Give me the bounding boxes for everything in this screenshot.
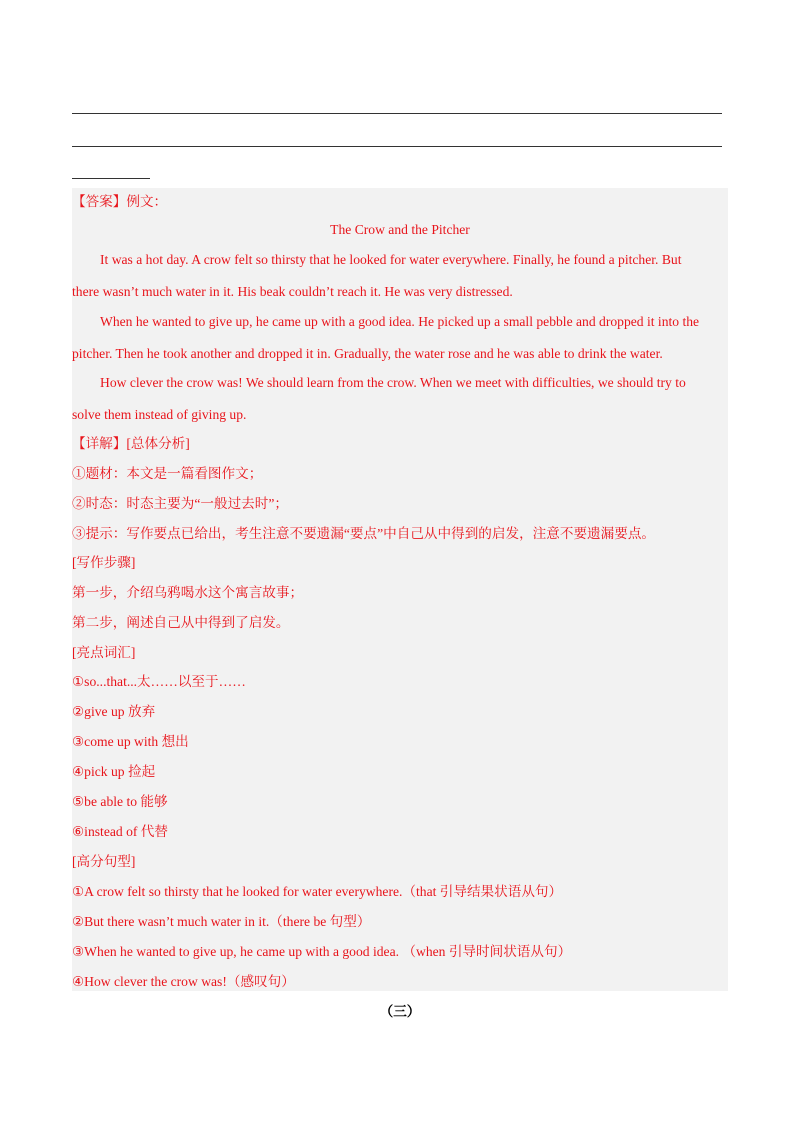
- essay-title: The Crow and the Pitcher: [330, 222, 470, 237]
- vocab-item: ①so...that...太……以至于……: [72, 674, 246, 689]
- sentences-label: [高分句型]: [72, 854, 136, 869]
- answer-label: 【答案】例文：: [72, 194, 168, 209]
- essay-line: there wasn’t much water in it. His beak couldn’t reach it. He was very distressed.: [72, 284, 513, 299]
- analysis-item: ③提示：写作要点已给出，考生注意不要遗漏“要点”中自己从中得到的启发，注意不要遗漏要点。: [72, 526, 656, 541]
- essay-line: pitcher. Then he took another and dropped it in. Gradually, the water rose and he was able to drink the water.: [72, 346, 663, 361]
- essay-line: How clever the crow was! We should learn from the crow. When we meet with difficulties, we should try to: [100, 375, 686, 390]
- sentence-item: ④How clever the crow was!（感叹句）: [72, 974, 295, 989]
- sentence-item: ②But there wasn’t much water in it.（there be 句型）: [72, 914, 371, 929]
- vocab-item: ⑤be able to 能够: [72, 794, 168, 809]
- writing-line-3: [72, 178, 150, 179]
- steps-label: [写作步骤]: [72, 555, 136, 570]
- vocab-item: ③come up with 想出: [72, 734, 189, 749]
- step-item: 第一步，介绍乌鸦喝水这个寓言故事；: [72, 585, 304, 600]
- vocab-item: ④pick up 捡起: [72, 764, 156, 779]
- step-item: 第二步，阐述自己从中得到了启发。: [72, 615, 290, 630]
- essay-line: solve them instead of giving up.: [72, 407, 247, 422]
- vocab-label: [亮点词汇]: [72, 645, 136, 660]
- section-marker: （三）: [379, 1004, 421, 1019]
- analysis-label: 【详解】[总体分析]: [72, 436, 190, 451]
- essay-line: When he wanted to give up, he came up with a good idea. He picked up a small pebble and dropped it into the: [100, 314, 700, 329]
- writing-line-1: [72, 113, 722, 114]
- sentence-item: ①A crow felt so thirsty that he looked for water everywhere.（that 引导结果状语从句）: [72, 884, 563, 899]
- writing-line-2: [72, 146, 722, 147]
- analysis-item: ①题材：本文是一篇看图作文；: [72, 466, 263, 481]
- analysis-item: ②时态：时态主要为“一般过去时”；: [72, 496, 288, 511]
- sentence-item: ③When he wanted to give up, he came up with a good idea. （when 引导时间状语从句）: [72, 944, 572, 959]
- vocab-item: ②give up 放弃: [72, 704, 156, 719]
- vocab-item: ⑥instead of 代替: [72, 824, 168, 839]
- essay-line: It was a hot day. A crow felt so thirsty that he looked for water everywhere. Finally, he found a pitcher. But: [100, 252, 682, 267]
